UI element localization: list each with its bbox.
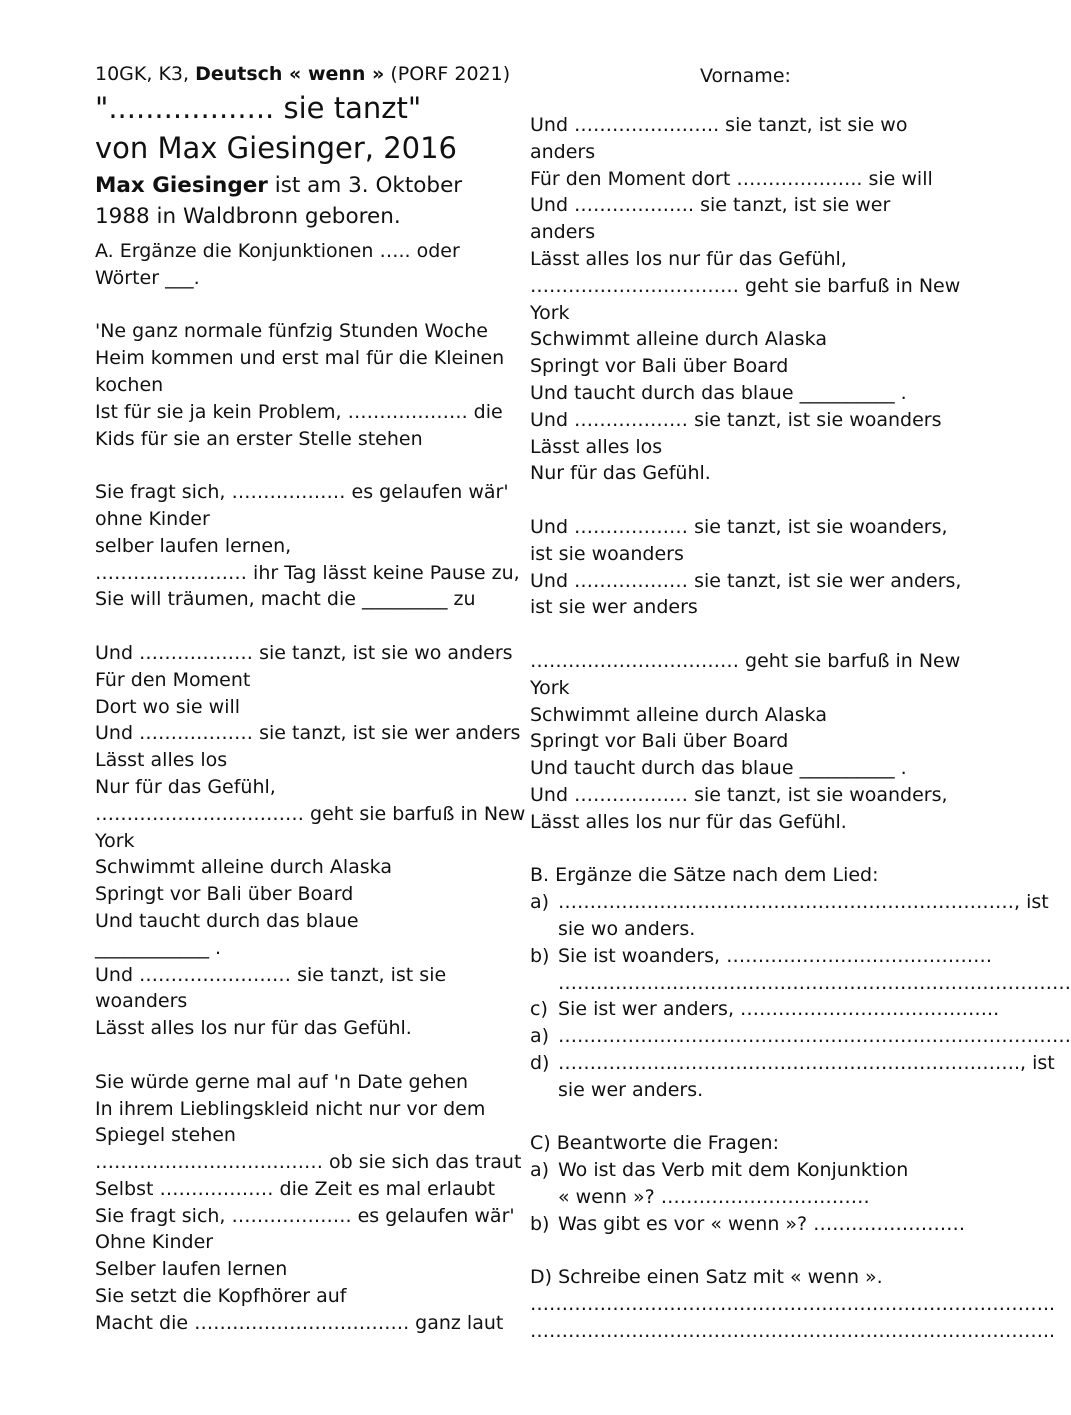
- exercise-item: [530, 1077, 950, 1104]
- item-text[interactable]: ………………………………………………………………., ist: [558, 1051, 1055, 1074]
- exercise-item: [530, 1023, 1071, 1050]
- lyric-line: ist sie wer anders: [530, 596, 698, 619]
- lyric-line: ist sie woanders: [530, 542, 684, 565]
- item-label: a): [530, 1025, 550, 1048]
- lyric-line: …………………………… geht sie barfuß in New: [95, 802, 526, 825]
- lyric-line: Schwimmt alleine durch Alaska: [530, 703, 827, 726]
- song-title: ".................. sie tanzt": [95, 91, 422, 125]
- task-c-items: [530, 1157, 966, 1237]
- artist-line: von Max Giesinger, 2016: [95, 131, 458, 165]
- item-text[interactable]: Sie ist wer anders, …………………………………..: [558, 998, 1000, 1021]
- right-lyrics: [530, 112, 962, 836]
- lyric-line: Schwimmt alleine durch Alaska: [95, 856, 392, 879]
- lyric-line: Macht die ……………………………. ganz laut: [95, 1311, 504, 1334]
- item-label: a): [530, 1159, 550, 1182]
- lyric-line: Sie will träumen, macht die _________ zu: [95, 588, 476, 611]
- lyric-line: Für den Moment dort ……………….. sie will: [530, 167, 933, 190]
- task-d-heading: D) Schreibe einen Satz mit « wenn ».: [530, 1266, 883, 1289]
- item-text[interactable]: « wenn »? ……………………………: [558, 1185, 870, 1208]
- lyric-line: Und ……………… sie tanzt, ist sie woanders,: [530, 515, 948, 538]
- item-text[interactable]: Wo ist das Verb mit dem Konjunktion: [558, 1159, 909, 1182]
- item-label: d): [530, 1051, 550, 1074]
- lyric-line: kochen: [95, 373, 164, 396]
- vorname-label: Vorname:: [700, 65, 791, 87]
- item-text[interactable]: Was gibt es vor « wenn »? ……………………: [558, 1212, 966, 1235]
- subject-label: Deutsch « wenn »: [195, 63, 385, 85]
- lyric-line: Schwimmt alleine durch Alaska: [530, 328, 827, 351]
- bio-name: Max Giesinger: [95, 173, 268, 198]
- lyric-line: Und taucht durch das blaue __________ .: [530, 757, 907, 780]
- lyric-line: Und …………………… sie tanzt, ist sie: [95, 963, 447, 986]
- answer-line[interactable]: ………………………………………………………………………..: [530, 1319, 1056, 1342]
- lyric-line: Dort wo sie will: [95, 695, 241, 718]
- lyric-line: Und ……………… sie tanzt, ist sie woanders: [530, 408, 942, 431]
- lyric-line: selber laufen lernen,: [95, 534, 292, 557]
- exercise-item: [530, 970, 1071, 997]
- exercise-item: [530, 1184, 950, 1211]
- lyric-line: Lässt alles los: [95, 749, 228, 772]
- lyric-line: Springt vor Bali über Board: [530, 355, 789, 378]
- item-text[interactable]: Sie ist woanders, ……………………………………: [558, 944, 993, 967]
- lyric-line: Heim kommen und erst mal für die Kleinen: [95, 347, 505, 370]
- bio-line-2: 1988 in Waldbronn geboren.: [95, 204, 401, 229]
- item-text[interactable]: sie wer anders.: [558, 1078, 704, 1101]
- item-text[interactable]: sie wo anders.: [558, 917, 696, 940]
- item-text[interactable]: ………………………………………………………………………: [558, 1025, 1071, 1048]
- lyric-line: Und ……………… sie tanzt, ist sie wer anders: [95, 722, 521, 745]
- item-label: b): [530, 1212, 550, 1235]
- lyric-line: …………………………… geht sie barfuß in New: [530, 274, 961, 297]
- lyric-line: Selbst ……………… die Zeit es mal erlaubt: [95, 1177, 496, 1200]
- lyric-line: York: [95, 829, 135, 852]
- item-label: b): [530, 944, 550, 967]
- lyric-line: Lässt alles los: [530, 435, 663, 458]
- lyric-line: Springt vor Bali über Board: [95, 883, 354, 906]
- lyric-line: Springt vor Bali über Board: [530, 730, 789, 753]
- item-label: c): [530, 998, 548, 1021]
- exercise-item: [530, 943, 993, 970]
- lyric-line: …………………… ihr Tag lässt keine Pause zu,: [95, 561, 520, 584]
- lyric-line: Und ……………… sie tanzt, ist sie wer anders,: [530, 569, 962, 592]
- bio: [95, 170, 505, 232]
- task-a-instruction-2: Wörter ___.: [95, 266, 200, 289]
- item-text[interactable]: ………………………………………………………………, ist: [558, 891, 1049, 914]
- item-text[interactable]: ………………………………………………………………………: [558, 971, 1071, 994]
- lyric-line: York: [530, 676, 570, 699]
- lyric-line: Und taucht durch das blaue: [95, 909, 359, 932]
- task-a-instruction-1: A. Ergänze die Konjunktionen ….. oder: [95, 240, 460, 262]
- lyric-line: Kids für sie an erster Stelle stehen: [95, 427, 423, 450]
- exercise-item: [530, 916, 950, 943]
- task-b-items: [530, 889, 1071, 1103]
- lyric-line: Sie fragt sich, ………………. es gelaufen wär': [95, 1204, 515, 1227]
- course-label: 10GK, K3,: [95, 63, 190, 85]
- worksheet-header: [95, 60, 511, 88]
- lyric-line: Nur für das Gefühl.: [530, 462, 711, 485]
- item-label: a): [530, 891, 550, 914]
- task-b-heading: B. Ergänze die Sätze nach dem Lied:: [530, 864, 879, 887]
- lyric-line: woanders: [95, 990, 188, 1013]
- bio-text: ist am 3. Oktober: [267, 173, 463, 198]
- porf-label: (PORF 2021): [390, 63, 511, 85]
- exercise-item: [530, 1157, 950, 1184]
- exercise-item: [530, 889, 1049, 916]
- lyric-line: Lässt alles los nur für das Gefühl.: [530, 810, 847, 833]
- lyric-line: Sie würde gerne mal auf 'n Date gehen: [95, 1070, 469, 1093]
- exercise-item: [530, 1211, 966, 1238]
- lyric-line: anders: [530, 140, 596, 163]
- lyric-line: anders: [530, 221, 596, 244]
- task-c-heading: C) Beantworte die Fragen:: [530, 1132, 779, 1155]
- lyric-line: In ihrem Lieblingskleid nicht nur vor dem: [95, 1097, 486, 1120]
- exercise-item: [530, 996, 1000, 1023]
- lyric-line: ohne Kinder: [95, 507, 210, 530]
- lyric-line: Und ………………. sie tanzt, ist sie wer: [530, 194, 891, 217]
- lyric-line: 'Ne ganz normale fünfzig Stunden Woche: [95, 320, 488, 343]
- lyric-line: Und ………………….. sie tanzt, ist sie wo: [530, 114, 908, 136]
- lyric-line: York: [530, 301, 570, 324]
- left-column: [95, 58, 526, 1337]
- lyric-line: ……………………………… ob sie sich das traut: [95, 1151, 522, 1174]
- lyric-line: Und ……………… sie tanzt, ist sie woanders,: [530, 783, 948, 806]
- lyric-line: Ist für sie ja kein Problem, ………………. die: [95, 400, 503, 423]
- lyric-line: Lässt alles los nur für das Gefühl,: [530, 247, 847, 270]
- answer-line[interactable]: ………………………………………………………………………..: [530, 1293, 1056, 1316]
- lyric-line: Und ……………… sie tanzt, ist sie wo anders: [95, 641, 513, 664]
- lyric-line: Spiegel stehen: [95, 1124, 236, 1147]
- lyric-line: Ohne Kinder: [95, 1231, 214, 1254]
- lyric-line: Sie setzt die Kopfhörer auf: [95, 1285, 347, 1308]
- lyric-line: Und taucht durch das blaue __________ .: [530, 381, 907, 404]
- lyric-line: Nur für das Gefühl,: [95, 775, 276, 798]
- lyric-line: …………………………… geht sie barfuß in New: [530, 649, 961, 672]
- left-lyrics: [95, 318, 526, 1336]
- lyric-line: Sie fragt sich, ……………… es gelaufen wär': [95, 481, 509, 504]
- exercise-item: [530, 1050, 1055, 1077]
- lyric-line: Lässt alles los nur für das Gefühl.: [95, 1017, 412, 1040]
- lyric-line: Für den Moment: [95, 668, 251, 691]
- lyric-line: ____________ .: [95, 936, 222, 959]
- lyric-line: Selber laufen lernen: [95, 1258, 288, 1281]
- right-column: [530, 58, 1071, 1345]
